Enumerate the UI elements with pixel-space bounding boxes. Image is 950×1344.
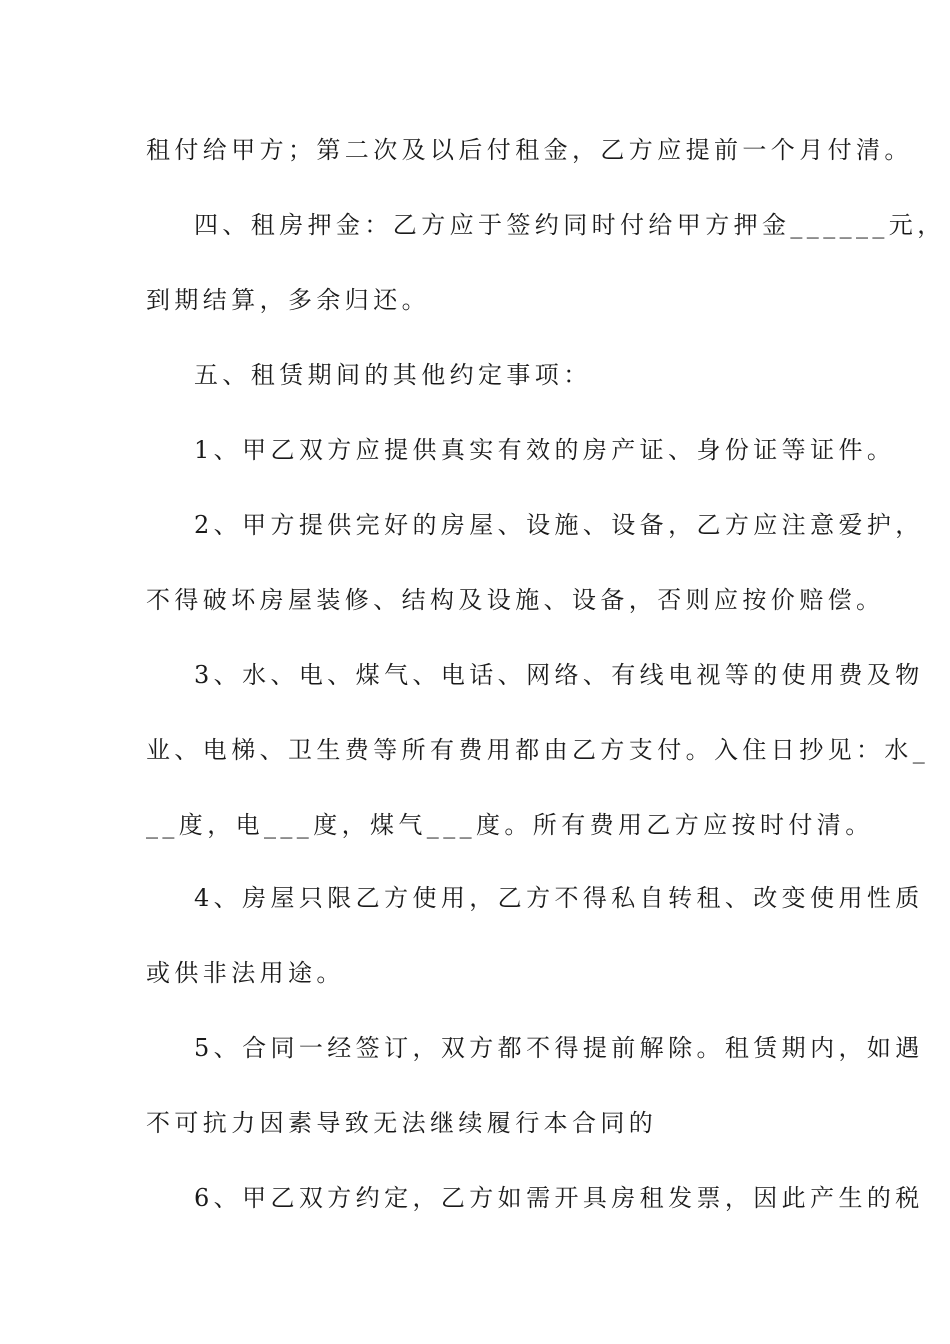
paragraph-line: 不得破坏房屋装修、结构及设施、设备，否则应按价赔偿。 bbox=[146, 586, 885, 614]
paragraph-line: 四、租房押金：乙方应于签约同时付给甲方押金______元， bbox=[194, 211, 946, 239]
paragraph-line: __度，电___度，煤气___度。所有费用乙方应按时付清。 bbox=[146, 811, 874, 839]
paragraph-line: 6、甲乙双方约定，乙方如需开具房租发票，因此产生的税 bbox=[194, 1184, 924, 1212]
paragraph-line: 3、水、电、煤气、电话、网络、有线电视等的使用费及物 bbox=[194, 661, 924, 689]
paragraph-line: 5、合同一经签订，双方都不得提前解除。租赁期内，如遇 bbox=[194, 1034, 924, 1062]
paragraph-line: 租付给甲方；第二次及以后付租金，乙方应提前一个月付清。 bbox=[146, 136, 913, 164]
paragraph-line: 2、甲方提供完好的房屋、设施、设备，乙方应注意爱护， bbox=[194, 511, 924, 539]
paragraph-line: 4、房屋只限乙方使用，乙方不得私自转租、改变使用性质 bbox=[194, 884, 924, 912]
section-heading: 五、租赁期间的其他约定事项： bbox=[194, 361, 592, 389]
paragraph-line: 业、电梯、卫生费等所有费用都由乙方支付。入住日抄见：水_ bbox=[146, 736, 930, 764]
paragraph-line: 不可抗力因素导致无法继续履行本合同的 bbox=[146, 1109, 658, 1137]
paragraph-line: 到期结算，多余归还。 bbox=[146, 286, 430, 314]
paragraph-line: 1、甲乙双方应提供真实有效的房产证、身份证等证件。 bbox=[194, 436, 896, 464]
paragraph-line: 或供非法用途。 bbox=[146, 959, 345, 987]
